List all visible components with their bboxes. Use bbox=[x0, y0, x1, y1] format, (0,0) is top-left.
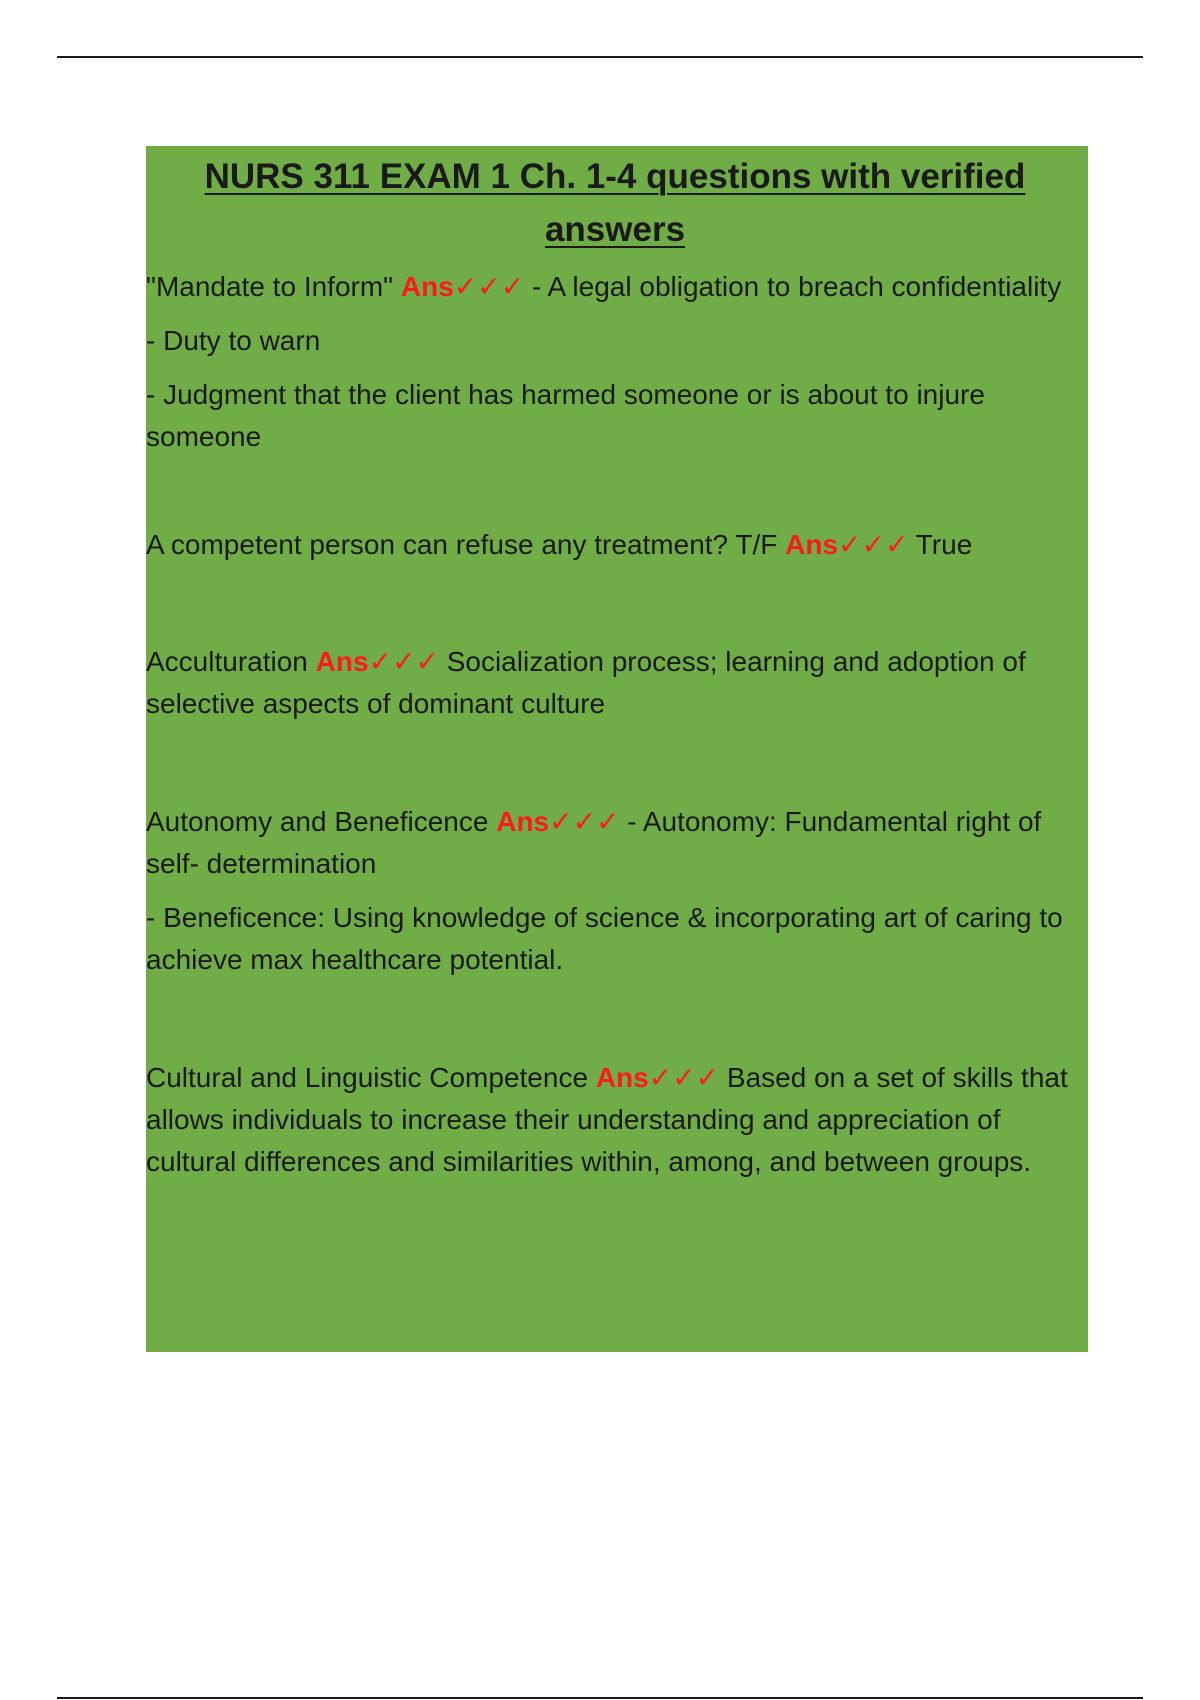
check-marks-icon: ✓✓✓ bbox=[368, 646, 439, 677]
answer-text: True bbox=[908, 529, 973, 560]
answer-extra-line: - Duty to warn bbox=[146, 325, 321, 356]
ans-label: Ans bbox=[595, 1062, 649, 1093]
ans-label: Ans bbox=[785, 529, 839, 560]
qa-body bbox=[146, 266, 1084, 1183]
answer-text: - A legal obligation to breach confidentiality bbox=[524, 271, 1062, 302]
qa-line bbox=[146, 801, 1084, 885]
question-text: Autonomy and Beneficence bbox=[146, 806, 497, 837]
qa-entry bbox=[146, 524, 1084, 566]
question-text: Acculturation bbox=[146, 646, 316, 677]
check-marks-icon: ✓✓✓ bbox=[648, 1062, 720, 1093]
check-marks-icon: ✓✓✓ bbox=[453, 271, 525, 302]
answer-text: - Autonomy: Fundamental right of self- determination bbox=[146, 806, 1042, 879]
ans-label: Ans bbox=[496, 806, 550, 837]
qa-card bbox=[146, 146, 1088, 1352]
check-marks-icon: ✓✓✓ bbox=[838, 529, 909, 560]
qa-line bbox=[146, 1057, 1084, 1183]
document-title: NURS 311 EXAM 1 Ch. 1-4 questions with verified answers bbox=[204, 157, 1026, 249]
answer-extra-line: - Beneficence: Using knowledge of science & incorporating art of caring to achieve max healthcare potential. bbox=[146, 902, 1063, 975]
ans-label: Ans bbox=[400, 271, 454, 302]
check-marks-icon: ✓✓✓ bbox=[549, 806, 620, 837]
question-text: A competent person can refuse any treatment? T/F bbox=[146, 529, 786, 560]
qa-entry bbox=[146, 1057, 1084, 1183]
answer-extra-line: - Judgment that the client has harmed someone or is about to injure someone bbox=[146, 379, 985, 452]
qa-line bbox=[146, 524, 1084, 566]
question-text: "Mandate to Inform" bbox=[146, 271, 401, 302]
answer-text: Based on a set of skills that allows individuals to increase their understanding and appreciation of cultural differences and similarities within, among, and between groups. bbox=[146, 1062, 1068, 1177]
question-text: Cultural and Linguistic Competence bbox=[146, 1062, 596, 1093]
qa-line bbox=[146, 641, 1084, 725]
page-top-rule bbox=[57, 56, 1143, 58]
page-bottom-rule bbox=[57, 1697, 1143, 1699]
qa-entry bbox=[146, 266, 1084, 458]
qa-entry bbox=[146, 801, 1084, 981]
ans-label: Ans bbox=[315, 646, 369, 677]
qa-line bbox=[146, 266, 1084, 308]
qa-entry bbox=[146, 641, 1084, 725]
answer-text: Socialization process; learning and adoption of selective aspects of dominant culture bbox=[146, 646, 1026, 719]
